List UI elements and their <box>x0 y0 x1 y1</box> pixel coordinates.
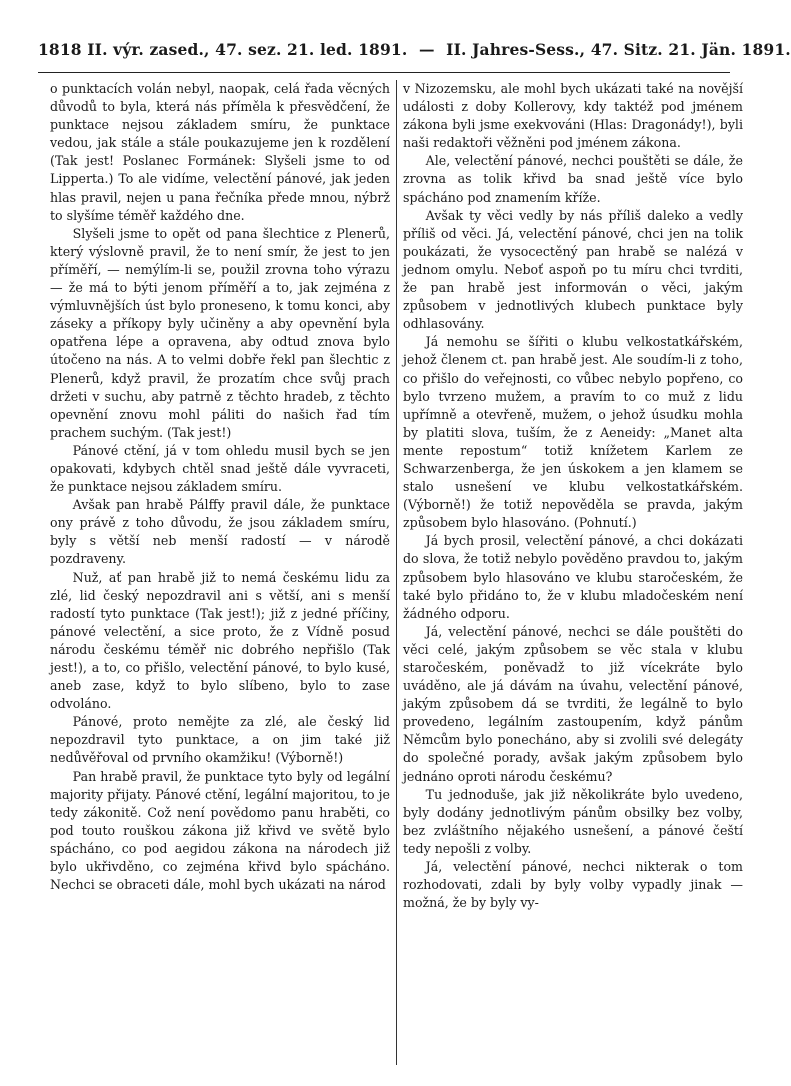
header-rule <box>38 72 730 73</box>
paragraph: Avšak ty věci vedly by nás příliš daleko a vedly příliš od věci. Já, velectění pánové, chci jen na tolik poukázati, že vysocectěný pan hrabě se nalézá v jednom omylu. Neboť aspoň po tu míru chci tvrditi, že pan hrabě jest informován o věci, jakým způsobem v jednotlivých klubech punktace byly odhlasovány. <box>403 207 743 332</box>
page-header <box>38 40 791 66</box>
paragraph: o punktacích volán nebyl, naopak, celá řada věcných důvodů to byla, která nás příměla k přesvědčení, že punktace nejsou základem smíru, že punktace vedou, jak stále a stále poukazujeme jen k rozdělení (Tak jest! Poslanec Formánek: Slyšeli jsme to od Lipperta.) To ale vidíme, velectění pánové, jak jeden hlas pravil, nejen u pana řečníka přede mnou, nýbrž to slyšíme téměř každého dne. <box>50 81 390 223</box>
right-column <box>403 80 743 912</box>
paragraph: Ale, velectění pánové, nechci pouštěti se dále, že zrovna as tolik křivd ba snad ještě více bylo spácháno pod znamením kříže. <box>403 153 743 205</box>
paragraph: Já nemohu se šířiti o klubu velkostatkářském, jehož členem ct. pan hrabě jest. Ale soudím-li z toho, co přišlo do veřejnosti, co vůbec nebylo popřeno, co bylo tvrzeno mužem, a pravím to co muž z lidu upřímně a otevřeně, mužem, o jehož úsudku mohla by platiti slova, tuším, že z Aeneidy: „Manet alta mente repostum“ totiž knížetem Karlem ze Schwarzenberga, že jen úskokem a jen klamem se stalo usnešení ve klubu velkostatkářském. (Výborně!) že totiž nepověděla se pravda, jakým způsobem bylo hlasováno. (Pohnutí.) <box>403 334 743 531</box>
paragraph: Pánové ctění, já v tom ohledu musil bych se jen opakovati, kdybych chtěl snad ještě dále vyvraceti, že punktace nejsou základem smíru. <box>50 442 390 495</box>
paragraph: Nuž, ať pan hrabě již to nemá českému lidu za zlé, lid český nepozdravil ani s větší, ani s menší radostí tyto punktace (Tak jest!); již z jedné příčiny, pánové velectění, a sice proto, že z Vídně posud národu českému téměř nic dobrého nepřišlo (Tak jest!), a to, co přišlo, velectění pánové, to bylo kusé, aneb zase, když to bylo slíbeno, bylo to zase odvoláno. <box>50 569 390 712</box>
paragraph: Avšak pan hrabě Pálffy pravil dále, že punktace ony právě z toho důvodu, že jsou základem smíru, byly s větší neb menší radostí — v národě pozdraveny. <box>50 497 390 567</box>
paragraph: Tu jednoduše, jak již několikráte bylo uvedeno, byly dodány jednotlivým pánům obsilky bez volby, bez zvláštního nějakého usnešení, a pánové čeští tedy nepošli z volby. <box>403 786 743 856</box>
paragraph: Já, velectění pánové, nechci se dále pouštěti do věci celé, jakým způsobem se věc stala v klubu staročeském, poněvadž to již vícekráte bylo uváděno, ale já dávám na úvahu, velectění pánové, jakým způsobem dá se tvrditi, že legálně to bylo provedeno, legálním zastoupením, když pánům Němcům bylo ponecháno, aby si zvolili své delegáty do společné porady, avšak jakým způsobem bylo jednáno oproti národu českému? <box>403 623 743 784</box>
paragraph: Já bych prosil, velectění pánové, a chci dokázati do slova, že totiž nebylo pověděno pravdou to, jakým způsobem bylo hlasováno ve klubu staročeském, že také bylo přidáno to, že v klubu mladočeském není žádného odporu. <box>403 533 743 621</box>
header-czech: 1818 II. výr. zased., 47. sez. 21. led. 1891. <box>38 40 408 59</box>
header-german: II. Jahres-Sess., 47. Sitz. 21. Jän. 1891. <box>446 40 791 59</box>
column-divider <box>396 80 397 1065</box>
paragraph: Pánové, proto nemějte za zlé, ale český lid nepozdravil tyto punktace, a on jim také již nedůvěřoval od prvního okamžiku! (Výborně!) <box>50 714 390 766</box>
header-dash: — <box>418 40 435 59</box>
paragraph: Pan hrabě pravil, že punktace tyto byly od legální majority přijaty. Pánové ctění, legální majoritou, to je tedy zákonitě. Což není povědomo panu hraběti, co pod touto rouškou zákona již křivd ve světě bylo spácháno, co pod aegidou zákona na národech již bylo ukřivděno, co zejména křivd bylo spácháno. Nechci se obraceti dále, mohl bych ukázati na národ <box>50 768 390 893</box>
paragraph: v Nizozemsku, ale mohl bych ukázati také na novější události z doby Kollerovy, kdy taktéž pod jménem zákona byli jsme exekvováni (Hlas: Dragonády!), byli naši redaktoři věžněni pod jménem zákona. <box>403 81 743 151</box>
paragraph: Slyšeli jsme to opět od pana šlechtice z Plenerů, který výslovně pravil, že to není smír, že jest to jen příměří, — nemýlím-li se, použil zrovna toho výrazu — že má to býti jenom příměří a to, jak zejména z výmluvnějších úst bylo proneseno, k tomu konci, aby zásekу a příkopy byly učiněny a aby opevnění byla opatřena lépe a opravena, aby odtud znova bylo útočeno na nás. A to velmi dobře řekl pan šlechtic z Plenerů, když pravil, že prozatím chce svůj prach držeti v suchu, aby patrně z těchto hradeb, z těchto opevnění znovu mohl páliti do našich řad tím prachem suchým. (Tak jest!) <box>50 225 390 440</box>
left-column <box>50 80 390 894</box>
paragraph: Já, velectění pánové, nechci nikterak o tom rozhodovati, zdali by byly volby vypadly jinak — možná, že by byly vy- <box>403 859 743 911</box>
